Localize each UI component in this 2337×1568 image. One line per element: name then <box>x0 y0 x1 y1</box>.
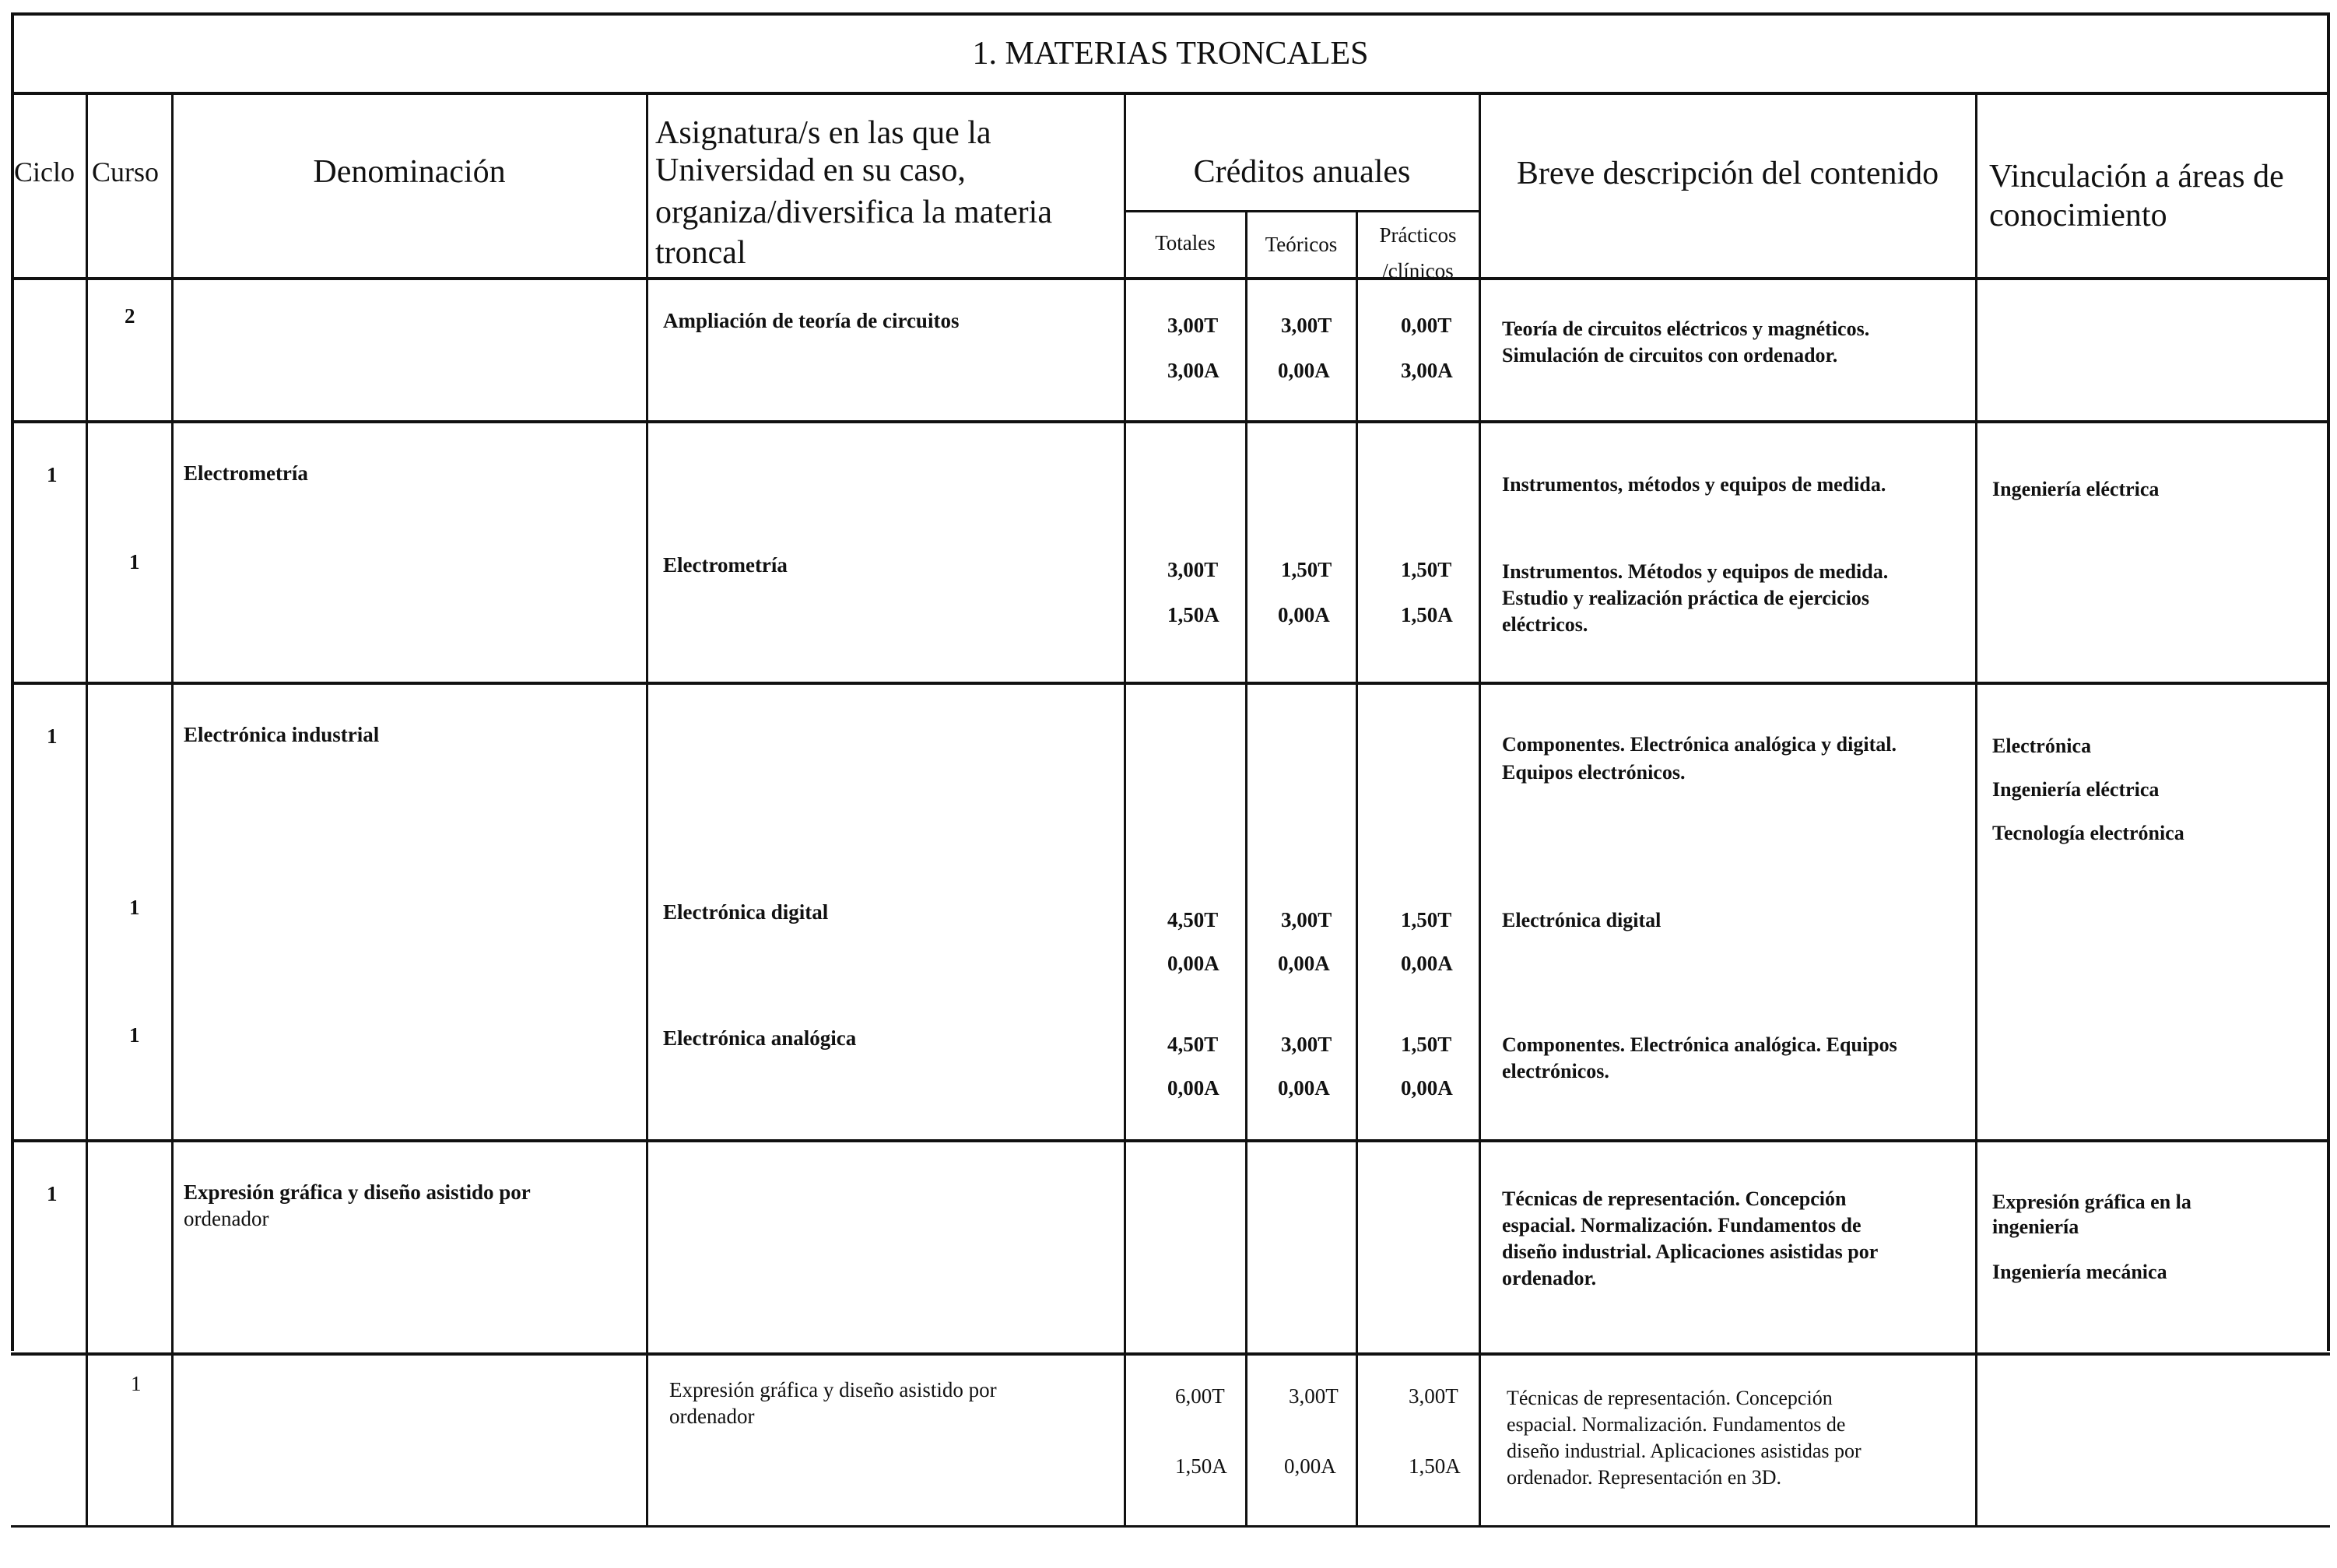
rule-row-4 <box>11 1352 2330 1356</box>
rule-top <box>11 12 2330 16</box>
row5-totales-t: 4,50T <box>1167 908 1219 931</box>
row6-descripcion-line2: electrónicos. <box>1502 1060 1609 1082</box>
row5-practicos-a: 0,00A <box>1401 952 1453 975</box>
rule-col-practicos <box>1356 210 1358 1528</box>
row2-area: Ingeniería eléctrica <box>1992 478 2160 500</box>
header-practicos-line1: Prácticos <box>1379 223 1457 247</box>
row1-descripcion-line2: Simulación de circuitos con ordenador. <box>1502 344 1838 367</box>
row6-teoricos-t: 3,00T <box>1281 1033 1332 1056</box>
row7-denominacion-line2: ordenador <box>184 1207 269 1230</box>
rule-title-bottom <box>11 92 2330 95</box>
header-teoricos: Teóricos <box>1265 233 1338 256</box>
row4-descripcion-line1: Componentes. Electrónica analógica y digital. <box>1502 733 1897 756</box>
header-denominacion: Denominación <box>313 154 506 190</box>
header-asignatura-line3: organiza/diversifica la materia <box>655 195 1052 230</box>
row5-teoricos-a: 0,00A <box>1278 952 1330 975</box>
header-asignatura-line2: Universidad en su caso, <box>655 153 966 188</box>
row3-descripcion-line2: Estudio y realización práctica de ejercicios <box>1502 587 1869 609</box>
rule-col-curso <box>86 93 88 1528</box>
row5-asignatura: Electrónica digital <box>663 900 829 924</box>
row3-totales-a: 1,50A <box>1167 603 1219 626</box>
row8-practicos-t: 3,00T <box>1409 1384 1458 1408</box>
header-asignatura-line4: troncal <box>655 235 746 271</box>
header-vinculacion-line1: Vinculación a áreas de <box>1989 159 2284 195</box>
rule-col-denominacion <box>171 93 174 1528</box>
header-creditos-anuales: Créditos anuales <box>1193 154 1411 190</box>
row5-descripcion: Electrónica digital <box>1502 909 1662 931</box>
row4-area-1: Electrónica <box>1992 735 2092 757</box>
row8-teoricos-t: 3,00T <box>1289 1384 1339 1408</box>
rule-col-descripcion <box>1479 93 1481 1528</box>
row5-curso: 1 <box>129 896 140 919</box>
rule-col-vinculacion <box>1975 93 1977 1528</box>
row8-descripcion-line4: ordenador. Representación en 3D. <box>1507 1466 1782 1489</box>
row3-practicos-a: 1,50A <box>1401 603 1453 626</box>
row1-teoricos-t: 3,00T <box>1281 314 1332 337</box>
header-descripcion: Breve descripción del contenido <box>1516 156 1939 191</box>
row4-ciclo: 1 <box>47 724 58 748</box>
row1-teoricos-a: 0,00A <box>1278 359 1330 382</box>
row6-practicos-a: 0,00A <box>1401 1076 1453 1100</box>
header-curso: Curso <box>92 156 160 188</box>
rule-row-5 <box>11 1525 2330 1528</box>
row1-totales-t: 3,00T <box>1167 314 1219 337</box>
row7-descripcion-line1: Técnicas de representación. Concepción <box>1502 1187 1847 1210</box>
row6-practicos-t: 1,50T <box>1401 1033 1452 1056</box>
row8-asignatura-line1: Expresión gráfica y diseño asistido por <box>669 1378 997 1401</box>
row1-asignatura: Ampliación de teoría de circuitos <box>663 309 960 332</box>
row8-descripcion-line2: espacial. Normalización. Fundamentos de <box>1507 1413 1846 1436</box>
row7-descripcion-line4: ordenador. <box>1502 1267 1597 1289</box>
rule-col-teoricos <box>1245 210 1247 1528</box>
rule-header-bottom <box>11 277 2330 280</box>
row8-curso: 1 <box>131 1372 142 1395</box>
row4-area-3: Tecnología electrónica <box>1992 822 2184 844</box>
rule-row-1 <box>11 420 2330 423</box>
row3-descripcion-line3: eléctricos. <box>1502 613 1588 636</box>
row7-area-2: Ingeniería mecánica <box>1992 1261 2167 1283</box>
row6-descripcion-line1: Componentes. Electrónica analógica. Equipos <box>1502 1033 1897 1056</box>
row2-denominacion: Electrometría <box>184 461 308 485</box>
row6-curso: 1 <box>129 1023 140 1047</box>
header-vinculacion-line2: conocimiento <box>1989 198 2167 233</box>
row4-denominacion: Electrónica industrial <box>184 723 380 746</box>
row1-curso: 2 <box>125 304 135 328</box>
row6-teoricos-a: 0,00A <box>1278 1076 1330 1100</box>
header-ciclo: Ciclo <box>14 156 75 188</box>
row8-practicos-a: 1,50A <box>1409 1454 1461 1478</box>
row5-practicos-t: 1,50T <box>1401 908 1452 931</box>
row8-descripcion-line3: diseño industrial. Aplicaciones asistidas por <box>1507 1440 1862 1462</box>
rule-row-3 <box>11 1139 2330 1142</box>
rule-row-2 <box>11 682 2330 685</box>
row5-teoricos-t: 3,00T <box>1281 908 1332 931</box>
row7-denominacion-line1: Expresión gráfica y diseño asistido por <box>184 1180 531 1204</box>
row7-ciclo: 1 <box>47 1182 58 1205</box>
row1-practicos-t: 0,00T <box>1401 314 1452 337</box>
row1-practicos-a: 3,00A <box>1401 359 1453 382</box>
row4-area-2: Ingeniería eléctrica <box>1992 778 2160 801</box>
row8-asignatura-line2: ordenador <box>669 1405 755 1428</box>
row7-area-1-line1: Expresión gráfica en la <box>1992 1191 2191 1213</box>
page-title: 1. MATERIAS TRONCALES <box>972 36 1369 72</box>
row6-totales-t: 4,50T <box>1167 1033 1219 1056</box>
row7-descripcion-line3: diseño industrial. Aplicaciones asistidas por <box>1502 1240 1879 1263</box>
row3-descripcion-line1: Instrumentos. Métodos y equipos de medida. <box>1502 560 1889 583</box>
row3-curso: 1 <box>129 550 140 574</box>
row7-descripcion-line2: espacial. Normalización. Fundamentos de <box>1502 1214 1862 1237</box>
row4-descripcion-line2: Equipos electrónicos. <box>1502 761 1686 784</box>
row1-descripcion-line1: Teoría de circuitos eléctricos y magnéticos. <box>1502 317 1870 340</box>
row8-totales-t: 6,00T <box>1175 1384 1225 1408</box>
row2-ciclo: 1 <box>47 463 58 486</box>
row2-descripcion: Instrumentos, métodos y equipos de medida. <box>1502 473 1886 496</box>
row6-asignatura: Electrónica analógica <box>663 1026 857 1050</box>
row8-totales-a: 1,50A <box>1175 1454 1227 1478</box>
row6-totales-a: 0,00A <box>1167 1076 1219 1100</box>
rule-col-asignatura <box>646 93 648 1528</box>
rule-col-totales <box>1124 93 1126 1528</box>
row3-asignatura: Electrometría <box>663 553 788 577</box>
rule-creditos-sub <box>1124 210 1479 212</box>
row8-teoricos-a: 0,00A <box>1284 1454 1336 1478</box>
row3-teoricos-a: 0,00A <box>1278 603 1330 626</box>
row8-descripcion-line1: Técnicas de representación. Concepción <box>1507 1387 1833 1409</box>
row7-area-1-line2: ingeniería <box>1992 1215 2079 1238</box>
header-practicos-line2: /clínicos <box>1382 259 1454 282</box>
row3-practicos-t: 1,50T <box>1401 558 1452 581</box>
row3-totales-t: 3,00T <box>1167 558 1219 581</box>
row5-totales-a: 0,00A <box>1167 952 1219 975</box>
row1-totales-a: 3,00A <box>1167 359 1219 382</box>
row3-teoricos-t: 1,50T <box>1281 558 1332 581</box>
header-totales: Totales <box>1155 231 1216 254</box>
header-asignatura-line1: Asignatura/s en las que la <box>655 115 991 151</box>
